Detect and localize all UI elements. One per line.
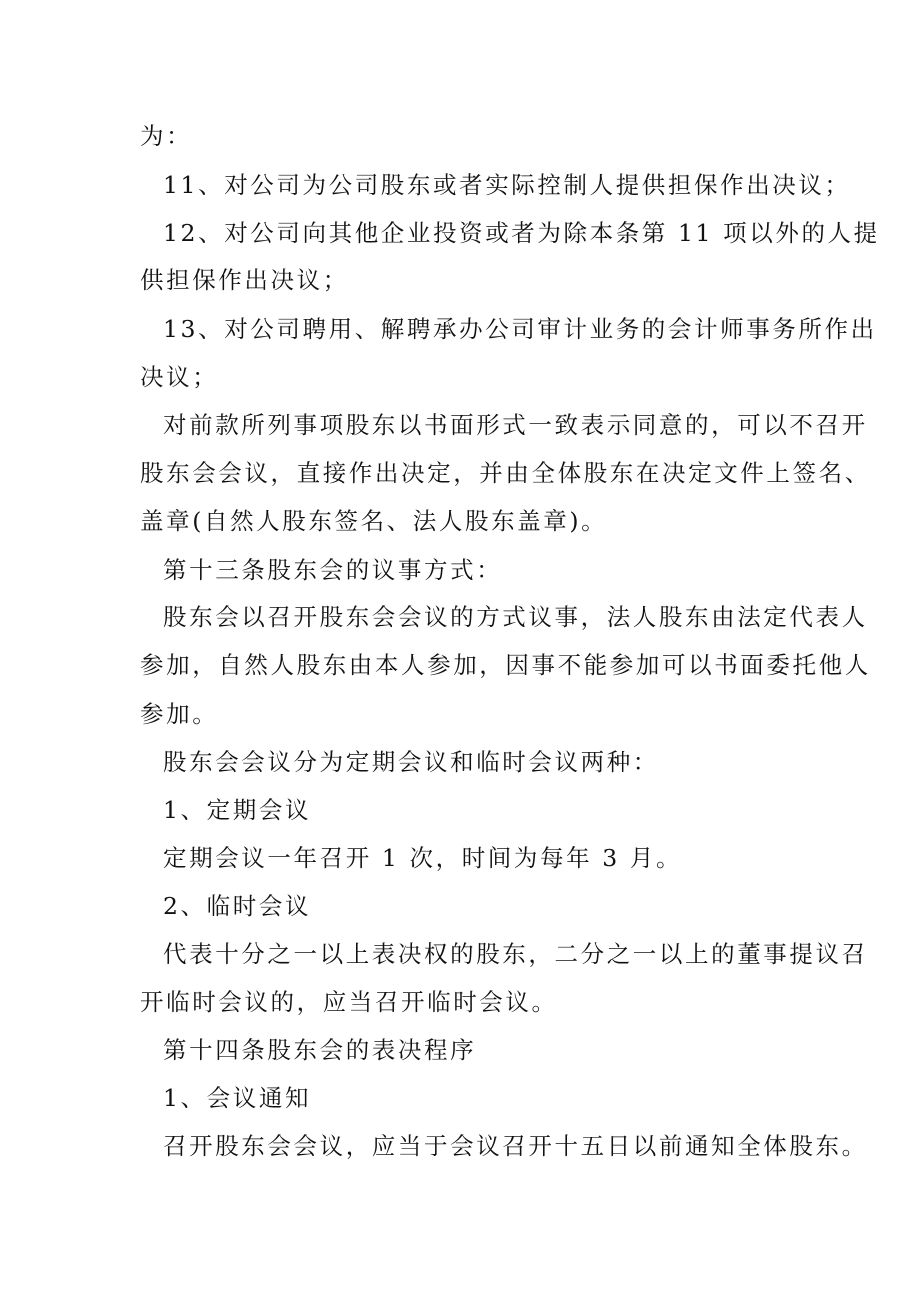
text-line: 代表十分之一以上表决权的股东，二分之一以上的董事提议召 bbox=[163, 940, 868, 968]
text-line: 股东会会议分为定期会议和临时会议两种： bbox=[163, 748, 659, 776]
text-line: 13、对公司聘用、解聘承办公司审计业务的会计师事务所作出 bbox=[163, 315, 877, 343]
text-line: 1、会议通知 bbox=[163, 1084, 312, 1112]
text-line: 参加。 bbox=[140, 700, 219, 728]
text-line: 11、对公司为公司股东或者实际控制人提供担保作出决议； bbox=[163, 171, 851, 199]
text-line: 定期会议一年召开 1 次，时间为每年 3 月。 bbox=[163, 844, 683, 872]
text-line: 2、临时会议 bbox=[163, 892, 312, 920]
text-line: 决议； bbox=[140, 363, 219, 391]
text-line: 供担保作出决议； bbox=[140, 266, 349, 294]
text-line: 12、对公司向其他企业投资或者为除本条第 11 项以外的人提 bbox=[163, 219, 880, 247]
text-line: 第十三条股东会的议事方式： bbox=[163, 556, 503, 584]
text-line: 召开股东会会议，应当于会议召开十五日以前通知全体股东。 bbox=[163, 1132, 868, 1160]
text-line: 开临时会议的，应当召开临时会议。 bbox=[140, 988, 558, 1016]
text-line: 盖章(自然人股东签名、法人股东盖章)。 bbox=[140, 507, 608, 535]
text-line: 对前款所列事项股东以书面形式一致表示同意的，可以不召开 bbox=[163, 411, 868, 439]
text-line: 股东会以召开股东会会议的方式议事，法人股东由法定代表人 bbox=[163, 603, 868, 631]
text-line: 股东会会议，直接作出决定，并由全体股东在决定文件上签名、 bbox=[140, 459, 871, 487]
text-line: 第十四条股东会的表决程序 bbox=[163, 1036, 477, 1064]
text-line: 为： bbox=[140, 122, 193, 150]
text-line: 参加，自然人股东由本人参加，因事不能参加可以书面委托他人 bbox=[140, 651, 871, 679]
text-line: 1、定期会议 bbox=[163, 796, 312, 824]
